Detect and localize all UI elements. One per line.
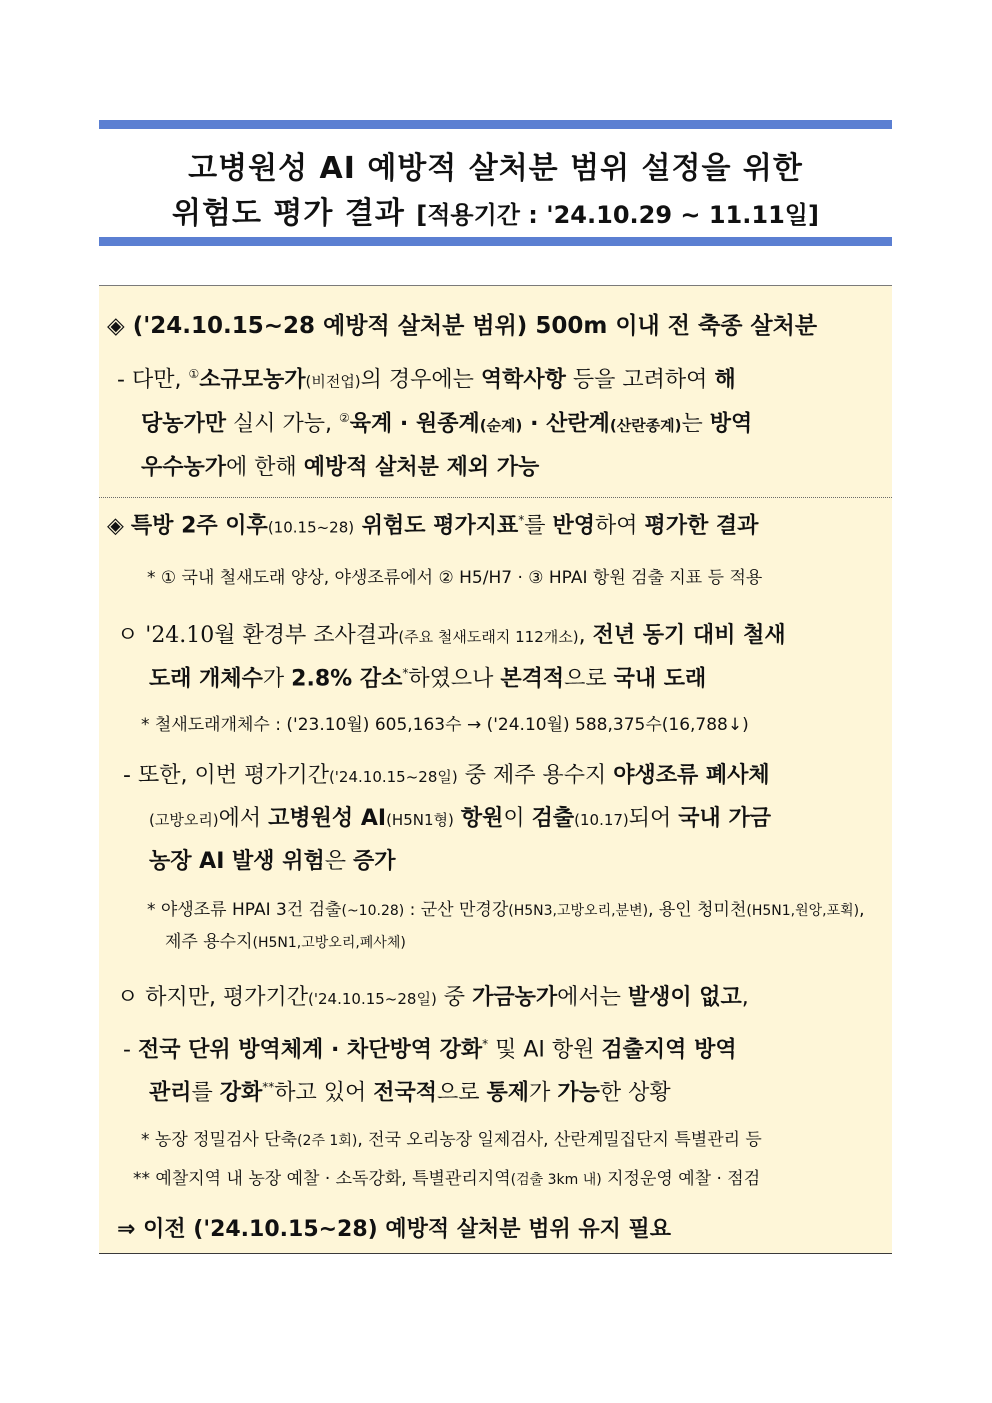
text: 우수농가: [141, 455, 227, 480]
text: 를: [191, 1080, 220, 1106]
text: 를: [524, 513, 553, 539]
page-title-line2: [99, 188, 892, 232]
text: 으로: [437, 1080, 487, 1106]
text: 에서: [218, 806, 269, 831]
title-bottom-bar: [99, 237, 892, 246]
diamond-bullet-icon: ◈: [107, 513, 124, 539]
text: ,: [578, 623, 593, 648]
text: 고병원성 AI: [268, 806, 387, 831]
text: (검출 3km 내): [510, 1172, 602, 1188]
page-title-line1: 고병원성 AI 예방적 살처분 범위 설정을 위한: [188, 151, 803, 186]
arrow-right-icon: ⇒: [117, 1217, 136, 1242]
footnote-surveillance: [133, 1170, 760, 1189]
section1-heading: [107, 314, 817, 339]
title-top-bar: [99, 120, 892, 129]
text: 전년 동기 대비 철새: [592, 623, 786, 648]
dash-bullet: -: [123, 1037, 131, 1063]
text: 하여: [594, 513, 645, 539]
section1-line3: [141, 456, 539, 480]
text: 농장 AI 발생 위험: [149, 849, 325, 874]
text: ,: [741, 985, 749, 1010]
text: 특방 2주 이후: [130, 513, 268, 539]
section1-line2: [141, 412, 752, 437]
text: 지정운영 예찰 · 점검: [601, 1169, 761, 1189]
text: · 산란계: [522, 411, 610, 437]
text: 위험도 평가지표: [354, 513, 519, 539]
text: 의 경우에는: [360, 367, 481, 393]
text: ('24.10.15~28일): [308, 990, 437, 1008]
text: 관리: [149, 1080, 192, 1106]
text: (H5N1,고방오리,폐사체): [252, 935, 406, 951]
application-period: [적용기간 : '24.10.29 ~ 11.11일]: [416, 201, 819, 229]
circle-item1-line1: [117, 624, 786, 648]
footnote-indicators: * ① 국내 철새도래 양상, 야생조류에서 ② H5/H7 · ③ HPAI 항원 검출 지표 등 적용: [147, 568, 763, 588]
footnote-wild-bird-line2: [165, 933, 406, 952]
text: 하지만, 평가기간: [145, 985, 309, 1010]
text: 은: [324, 849, 353, 874]
text: (H5N3,고방오리,분변): [508, 903, 649, 919]
text: 제주 용수지: [165, 932, 253, 952]
text: 이: [503, 806, 532, 831]
text: 는: [681, 411, 710, 437]
text: (H5N1,원앙,포획): [746, 903, 860, 919]
text: (10.15~28): [267, 518, 355, 537]
footnote-mark: *: [518, 513, 525, 527]
section1-heading-text: ('24.10.15~28 예방적 살처분 범위) 500m 이내 전 축종 살처분: [132, 313, 818, 339]
text: 본격적: [500, 666, 565, 692]
text: 으로: [564, 666, 614, 692]
text: 한 상황: [599, 1080, 671, 1106]
dash-item2-line2: [149, 1081, 671, 1106]
text: 가: [262, 666, 292, 692]
text: 예방적 살처분 제외 가능: [303, 455, 540, 480]
text: 가능: [557, 1080, 600, 1106]
text: (10.17): [574, 811, 629, 829]
text: (고방오리): [149, 811, 219, 829]
text: 실시 가능,: [226, 411, 339, 437]
text: ,: [859, 900, 865, 920]
text: (H5N1형): [386, 811, 454, 829]
dash-item1-line3: [149, 850, 395, 874]
footnote-mark: *: [482, 1037, 489, 1051]
text: 평가한 결과: [644, 513, 759, 539]
text: * 농장 정밀검사 단축: [141, 1130, 298, 1150]
text: 국내 도래: [613, 666, 707, 692]
text: 검출: [531, 806, 575, 831]
text: 역학사항: [480, 367, 566, 393]
text: 중: [436, 985, 473, 1010]
text: 국내 가금: [678, 806, 771, 831]
text: (~10.28): [341, 903, 405, 919]
dash-item1-line1: [123, 764, 770, 788]
section-divider: [99, 497, 892, 498]
text: 전국 단위 방역체계 · 차단방역 강화: [137, 1037, 483, 1063]
text: 검출지역 방역: [601, 1037, 737, 1063]
text: (주요 철새도래지 112개소): [398, 628, 579, 646]
text: 방역: [709, 411, 753, 437]
text: 되어: [628, 806, 679, 831]
text: 육계 · 원종계: [349, 411, 480, 437]
section1-line1: [117, 368, 736, 393]
circle-bullet: ㅇ: [117, 623, 139, 648]
text: 전국적: [373, 1080, 438, 1106]
footnote-quarantine: [141, 1131, 762, 1150]
circle-bullet: ㅇ: [117, 985, 139, 1010]
page-title-main: 위험도 평가 결과: [172, 196, 405, 231]
text: 해: [714, 367, 736, 393]
text: 등을 고려하여: [565, 367, 715, 393]
diamond-bullet-icon: ◈: [107, 313, 125, 339]
circled-number: ②: [339, 411, 350, 425]
text: 발생이 없고: [627, 985, 742, 1010]
circle-item2-line1: [117, 986, 749, 1010]
footnote-mark: **: [262, 1080, 275, 1094]
text: 도래 개체수: [149, 666, 263, 692]
text: '24.10월 환경부 조사결과: [145, 623, 399, 648]
text: , 전국 오리농장 일제검사, 산란계밀집단지 특별관리 등: [357, 1130, 762, 1150]
dash-bullet: -: [117, 367, 125, 393]
circled-number: ①: [188, 367, 200, 381]
text: (순계): [479, 416, 523, 435]
content-box: [99, 285, 892, 1254]
section2-heading: [107, 514, 758, 539]
text: 강화: [219, 1080, 263, 1106]
text: 가금농가: [472, 985, 558, 1010]
footnote-migratory-count: * 철새도래개체수 : ('23.10월) 605,163수 → ('24.10월) 588,375수(16,788↓): [141, 715, 749, 735]
dash-item2-line1: [123, 1038, 737, 1063]
text: 다만,: [131, 367, 189, 393]
text: * 야생조류 HPAI 3건 검출: [147, 900, 342, 920]
footnote-mark: *: [402, 666, 409, 680]
text: (2주 1회): [297, 1133, 358, 1149]
text: 하고 있어: [274, 1080, 374, 1106]
text: 또한, 이번 평가기간: [137, 763, 329, 788]
text: (비전업): [305, 372, 361, 391]
text: 반영: [552, 513, 595, 539]
text: ** 예찰지역 내 농장 예찰 · 소독강화, 특별관리지역: [133, 1169, 511, 1189]
conclusion: [117, 1218, 671, 1242]
text: 에서는: [557, 985, 628, 1010]
text: 에 한해: [226, 455, 304, 480]
footnote-wild-bird-line1: [147, 901, 865, 920]
dash-item1-line2: [149, 807, 771, 831]
text: , 용인 청미천: [648, 900, 747, 920]
text: 증가: [352, 849, 396, 874]
text: [454, 806, 461, 831]
text: 중 제주 용수지: [457, 763, 614, 788]
text: 하였으나: [408, 666, 501, 692]
text: 가: [529, 1080, 558, 1106]
dash-bullet: -: [123, 763, 131, 788]
text: 야생조류 폐사체: [613, 763, 770, 788]
text: 및 AI 항원: [488, 1037, 602, 1063]
circle-item1-line2: [149, 667, 706, 692]
text: 항원: [460, 806, 504, 831]
text: 2.8% 감소: [291, 666, 403, 692]
text: 당농가만: [141, 411, 227, 437]
text: ('24.10.15~28일): [328, 768, 458, 786]
conclusion-text: 이전 ('24.10.15~28) 예방적 살처분 범위 유지 필요: [143, 1217, 672, 1242]
text: : 군산 만경강: [404, 900, 509, 920]
text: 통제: [486, 1080, 530, 1106]
text: (산란종계): [609, 416, 682, 435]
text: 소규모농가: [199, 367, 306, 393]
